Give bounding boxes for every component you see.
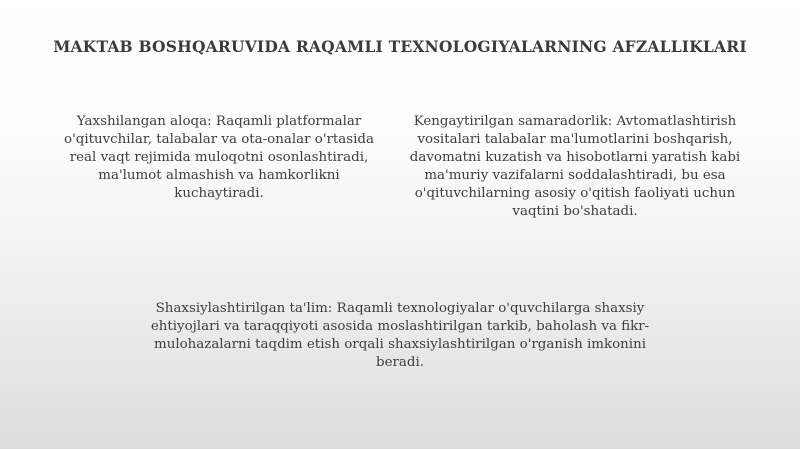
- text-block-efficiency: Kengaytirilgan samaradorlik: Avtomatlashtirish vositalari talabalar ma'lumotlarini boshqarish, davomatni kuzatish va hisobotlarni yaratish kabi ma'muriy vazifalarni soddalashtiradi, bu esa o'qituvchilarning asosiy o'qitish faoliyati uchun vaqtini bo'shatadi.: [409, 114, 741, 219]
- text-block-personalized-learning: Shaxsiylashtirilgan ta'lim: Raqamli texnologiyalar o'quvchilarga shaxsiy ehtiyojlari va taraqqiyoti asosida moslashtirilgan tarkib, baholash va fikr-mulohazalarni taqdim etish orqali shaxsiylashtirilgan o'rganish imkonini beradi.: [150, 301, 650, 370]
- text-block-communication: Yaxshilangan aloqa: Raqamli platformalar o'qituvchilar, talabalar va ota-onalar o'rtasida real vaqt rejimida muloqotni osonlashtiradi, ma'lumot almashish va hamkorlikni kuchaytiradi.: [64, 114, 374, 201]
- slide-title: MAKTAB BOSHQARUVIDA RAQAMLI TEXNOLOGIYALARNING AFZALLIKLARI: [53, 37, 747, 56]
